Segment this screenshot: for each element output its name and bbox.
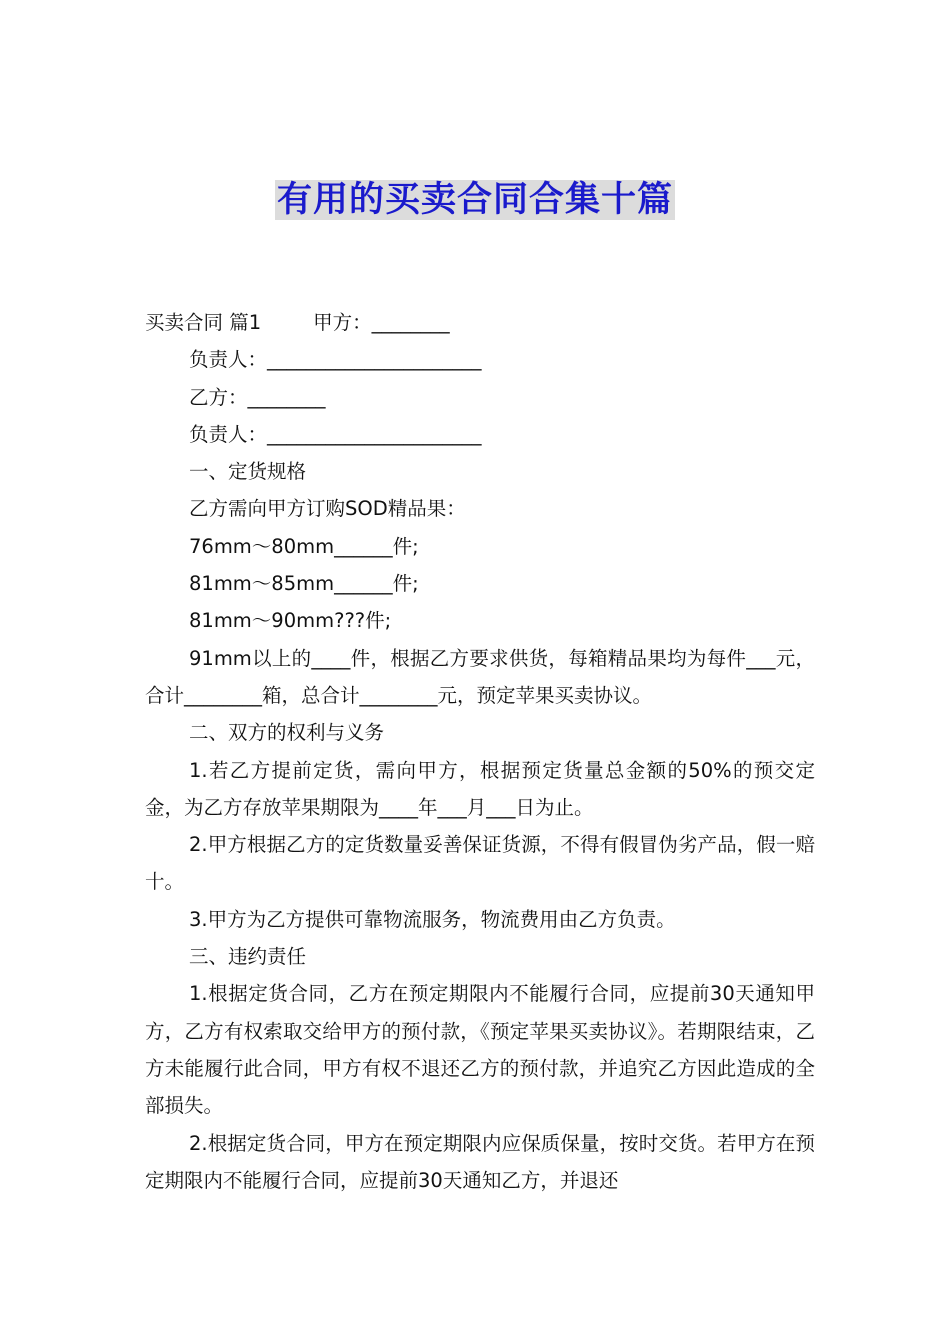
paragraph: 1.若乙方提前定货，需向甲方，根据预定货量总金额的50%的预交定金，为乙方存放苹果期限为____年___月___日为止。 [145, 758, 815, 819]
paragraph: 乙方需向甲方订购SOD精品果： [189, 497, 466, 521]
paragraph: 乙方：________ [189, 385, 326, 409]
paragraph: 负责人：______________________ [189, 348, 482, 372]
section-heading: 一、定货规格 [189, 460, 307, 484]
paragraph: 76mm～80mm______件; [189, 534, 419, 558]
section-heading: 三、违约责任 [189, 945, 307, 969]
document-title-text: 有用的买卖合同合集十篇 [276, 180, 673, 220]
paragraph: 2.根据定货合同，甲方在预定期限内应保质保量，按时交货。若甲方在预定期限内不能履行合同，应提前30天通知乙方，并退还 [145, 1131, 815, 1192]
contract-heading-line [145, 304, 815, 341]
contract-section-label: 买卖合同 篇1 [145, 311, 262, 334]
paragraph: 负责人：______________________ [189, 422, 482, 446]
paragraph: 81mm～90mm???件; [189, 609, 392, 633]
party-a-field: 甲方：________ [313, 311, 450, 334]
paragraph: 91mm以上的____件，根据乙方要求供货，每箱精品果均为每件___元，合计________箱，总合计________元，预定苹果买卖协议。 [145, 646, 815, 707]
document-body [145, 304, 815, 1199]
section-heading: 二、双方的权利与义务 [189, 721, 385, 745]
document-title [0, 178, 950, 222]
paragraph: 1.根据定货合同，乙方在预定期限内不能履行合同，应提前30天通知甲方，乙方有权索取交给甲方的预付款，《预定苹果买卖协议》。若期限结束，乙方未能履行此合同，甲方有权不退还乙方的预付款，并追究乙方因此造成的全部损失。 [145, 982, 815, 1118]
paragraph: 2.甲方根据乙方的定货数量妥善保证货源，不得有假冒伪劣产品，假一赔十。 [145, 833, 815, 894]
paragraph: 81mm～85mm______件; [189, 572, 419, 596]
paragraph: 3.甲方为乙方提供可靠物流服务，物流费用由乙方负责。 [189, 907, 676, 931]
